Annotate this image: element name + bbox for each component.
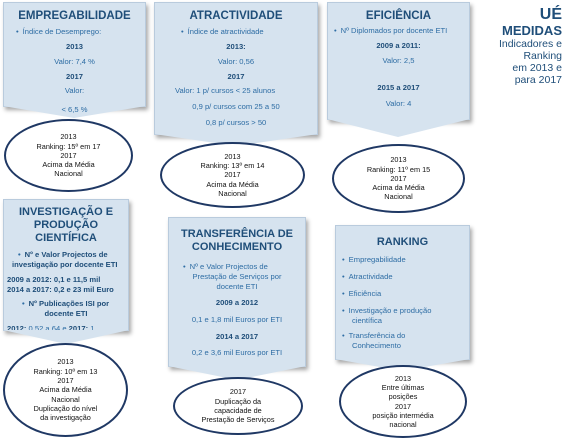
- card-title: CONHECIMENTO: [191, 241, 283, 253]
- body-line: 2013: [66, 42, 83, 51]
- body-line: < 6,5 %: [61, 105, 88, 114]
- side-title-medidas: MEDIDAS: [502, 23, 562, 38]
- body-line: • Nº e Valor Projectos de: [169, 262, 305, 272]
- card-title: ATRACTIVIDADE: [189, 10, 283, 22]
- oval-line: posição intermédia: [372, 410, 434, 420]
- card-title: PRODUÇÃO CIENTÍFICA: [33, 219, 99, 244]
- body-line: 2009 a 2012: [215, 298, 259, 307]
- body-line: docente ETI: [44, 309, 88, 318]
- oval-line: Nacional: [384, 192, 413, 202]
- body-line: 2017: [227, 72, 245, 81]
- card-ranking: [335, 225, 470, 360]
- ranking-item: • Empregabilidade: [342, 255, 469, 265]
- ranking-item: • Eficiência: [342, 289, 469, 299]
- oval-line: Nacional: [51, 394, 80, 404]
- side-title-line6: para 2017: [514, 74, 562, 86]
- body-line: 0,8 p/ cursos > 50: [205, 118, 267, 127]
- oval-line: 2013: [394, 373, 412, 383]
- body-line: 0,1 e 1,8 mil Euros por ETI: [191, 315, 283, 324]
- side-title-line3: Indicadores e: [498, 38, 562, 50]
- oval-line: Duplicação da: [214, 396, 262, 406]
- oval-line: 2013: [224, 151, 241, 161]
- body-span: 2012:: [7, 324, 29, 333]
- card-atractividade: [154, 2, 318, 135]
- oval-atractividade: [160, 142, 305, 208]
- arrow-investigacao: [3, 330, 129, 344]
- body-line: 2017: [66, 72, 83, 81]
- body-line: 2009 a 2012: 0,1 e 11,5 mil: [7, 275, 101, 284]
- body-line: • Índice de Desemprego:: [4, 27, 145, 37]
- oval-line: 2017: [394, 401, 412, 411]
- ranking-item: Conhecimento: [352, 341, 401, 350]
- side-title-ue: UÉ: [539, 6, 562, 23]
- oval-line: Nacional: [218, 188, 247, 198]
- oval-line: 2013: [60, 132, 77, 142]
- body-span: 2017:: [68, 324, 91, 333]
- oval-line: Prestação de Serviços: [201, 415, 275, 425]
- card-title: EFICIÊNCIA: [365, 10, 432, 22]
- oval-line: Ranking: 10º em 13: [33, 366, 98, 376]
- card-title: INVESTIGAÇÃO E: [18, 206, 114, 218]
- body-line: docente ETI: [216, 282, 258, 291]
- body-line: 2015 a 2017: [377, 83, 420, 92]
- body-line: 2014 a 2017: [215, 332, 259, 341]
- body-line: Valor:: [64, 86, 85, 95]
- oval-transferencia: [173, 377, 303, 435]
- card-eficiencia: [327, 2, 470, 120]
- oval-line: 2017: [224, 170, 241, 180]
- body-line: 2009 a 2011:: [376, 41, 421, 50]
- oval-line: Nacional: [54, 169, 83, 179]
- oval-line: Duplicação do nível: [33, 403, 98, 413]
- body-line: Valor: 2,5: [382, 56, 415, 65]
- body-line: • Nº e Valor Projectos de: [4, 250, 128, 260]
- oval-line: Acima da Média: [39, 385, 92, 395]
- body-line: Valor: 4: [385, 99, 412, 108]
- oval-line: Entre últimas: [381, 382, 425, 392]
- body-line: 0,2 e 3,6 mil Euros por ETI: [191, 348, 283, 357]
- side-title-line5: em 2013 e: [512, 62, 562, 74]
- oval-line: Acima da Média: [372, 183, 425, 193]
- oval-line: Ranking: 15º em 17: [36, 141, 101, 151]
- side-title: [499, 6, 562, 86]
- body-line: • Nº Publicações ISI por: [4, 299, 128, 309]
- oval-line: Acima da Média: [206, 179, 259, 189]
- body-span: 1: [90, 324, 95, 333]
- oval-ranking: [339, 365, 467, 438]
- oval-line: 2017: [229, 387, 247, 397]
- oval-line: nacional: [389, 420, 417, 430]
- oval-line: da investigação: [40, 413, 91, 423]
- ranking-item: • Investigação e produção: [342, 306, 469, 316]
- ranking-item: científica: [352, 316, 382, 325]
- body-line: • Índice de atractividade: [155, 27, 317, 37]
- body-line: Valor: 1 p/ cursos < 25 alunos: [175, 86, 276, 95]
- card-title: TRANSFERÊNCIA DE: [180, 228, 294, 240]
- body-line: 2013:: [226, 42, 246, 51]
- oval-line: 2017: [390, 173, 407, 183]
- ranking-item: • Atractividade: [342, 272, 469, 282]
- card-transferencia: [168, 217, 306, 367]
- card-title: RANKING: [376, 236, 429, 248]
- oval-line: 2017: [57, 376, 74, 386]
- oval-line: 2017: [60, 150, 77, 160]
- card-empregabilidade: [3, 2, 146, 107]
- body-line: investigação por docente ETI: [12, 260, 118, 269]
- body-line: Prestação de Serviços por: [192, 272, 282, 281]
- oval-investigacao: [3, 343, 128, 437]
- oval-line: posições: [388, 392, 418, 402]
- arrow-eficiencia: [327, 119, 470, 137]
- oval-line: Acima da Média: [42, 160, 95, 170]
- body-line: Valor: 7,4 %: [54, 57, 95, 66]
- oval-line: Ranking: 11º em 15: [366, 164, 431, 174]
- oval-line: Ranking: 13º em 14: [200, 161, 265, 171]
- oval-line: capacidade de: [214, 406, 262, 415]
- card-investigacao: [3, 199, 129, 331]
- card-title: EMPREGABILIDADE: [18, 10, 131, 22]
- side-title-line4: Ranking: [523, 50, 562, 62]
- oval-empregabilidade: [4, 119, 133, 192]
- body-line: • Nº Diplomados por docente ETI: [328, 26, 469, 36]
- body-line: 0,9 p/ cursos com 25 a 50: [192, 102, 280, 111]
- body-span: 0,52 a 64 e: [28, 324, 69, 333]
- oval-line: 2013: [57, 357, 74, 367]
- oval-line: 2013: [390, 155, 407, 165]
- ranking-item: • Transferência do: [342, 331, 469, 341]
- oval-eficiencia: [332, 144, 465, 213]
- body-line: 2014 a 2017: 0,2 e 23 mil Euro: [7, 285, 114, 294]
- body-line: Valor: 0,56: [217, 57, 255, 66]
